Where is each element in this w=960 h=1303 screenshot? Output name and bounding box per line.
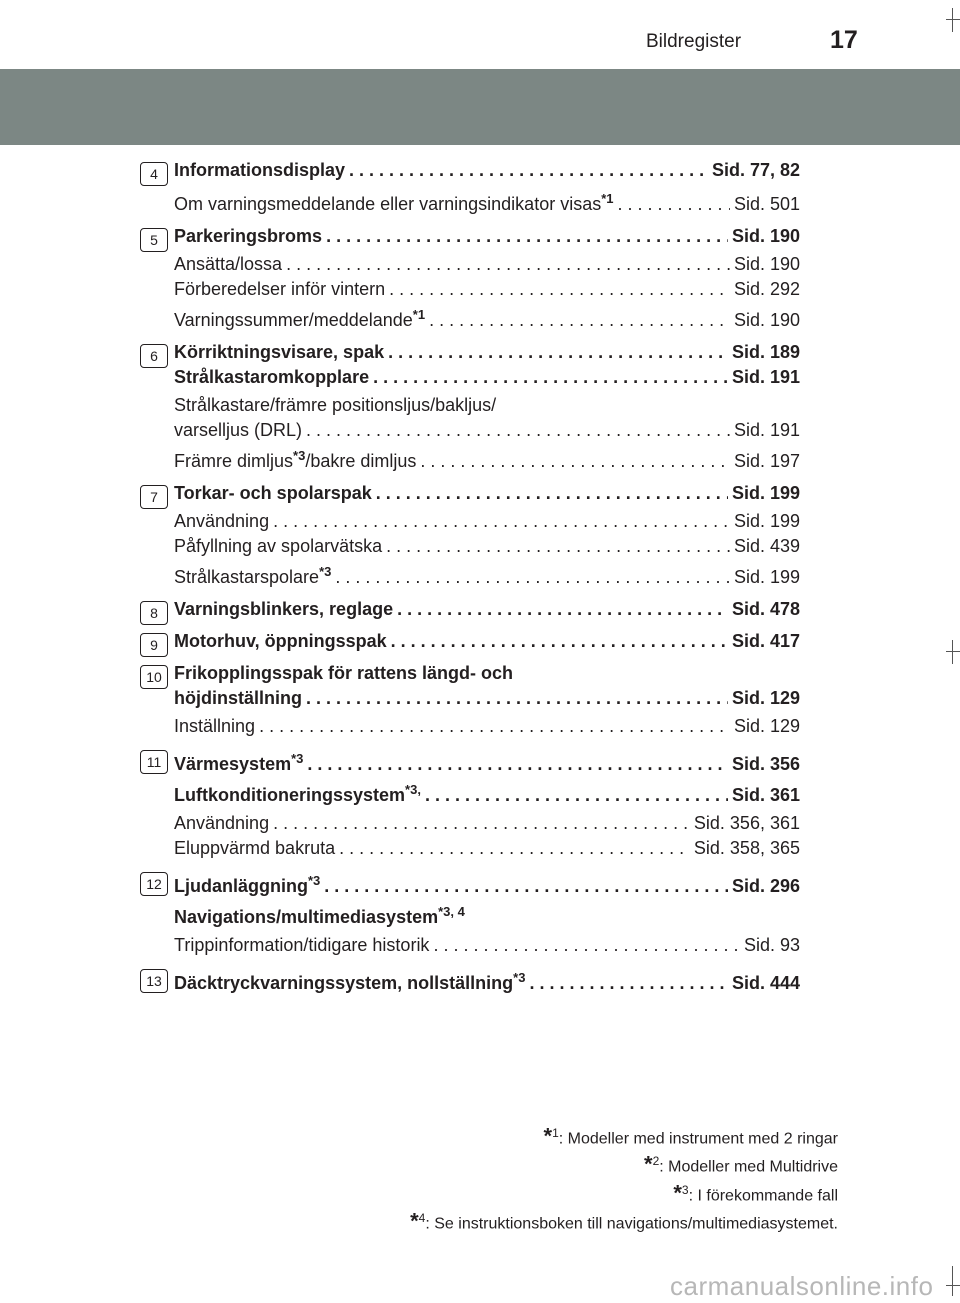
entry-label-text: Motorhuv, öppningsspak (174, 631, 387, 651)
index-entry (140, 746, 820, 861)
index-entry (140, 597, 820, 622)
callout-number-badge: 7 (140, 485, 168, 509)
entry-label (174, 868, 320, 899)
watermark: carmanualsonline.info (670, 1271, 934, 1301)
entry-label (174, 481, 372, 506)
footnote-text: : I förekommande fall (688, 1186, 838, 1204)
entry-heading (174, 629, 800, 654)
index-entry (140, 629, 820, 654)
entry-subitem (174, 559, 800, 590)
page-reference: Sid. 199 (733, 567, 800, 587)
index-entry (140, 868, 820, 958)
dot-leader (425, 783, 728, 808)
entry-label-text: /bakre dimljus (305, 451, 417, 471)
index-entry (140, 340, 820, 474)
dot-leader (306, 686, 728, 711)
entry-subitem (174, 302, 800, 333)
page-reference: Sid. 129 (733, 716, 800, 736)
dot-leader (306, 418, 730, 443)
callout-number-badge: 13 (140, 969, 168, 993)
page-reference: Sid. 501 (733, 194, 800, 214)
entry-subitem (174, 186, 800, 217)
entry-label-text: Påfyllning av spolarvätska (174, 536, 383, 556)
entry-label-text: Förberedelser inför vintern (174, 279, 386, 299)
entry-label (174, 302, 425, 333)
entry-label (174, 965, 525, 996)
entry-label (174, 395, 496, 415)
callout-number-badge: 9 (140, 633, 168, 657)
entry-label (174, 509, 269, 534)
entry-heading (174, 686, 800, 711)
entry-label (174, 418, 302, 443)
entry-label (174, 277, 385, 302)
page-reference: Sid. 292 (733, 279, 800, 299)
dot-leader (433, 933, 740, 958)
dot-leader (420, 449, 730, 474)
footnote-ref: *1 (412, 307, 426, 322)
entry-heading (174, 777, 800, 808)
footnote-text: : Modeller med instrument med 2 ringar (558, 1130, 838, 1148)
footnote-ref: *3 (307, 873, 321, 888)
dot-leader (349, 158, 708, 183)
callout-number-badge: 4 (140, 162, 168, 186)
footnote-mark: * (410, 1208, 419, 1234)
entry-label (174, 534, 382, 559)
dot-leader (335, 565, 730, 590)
entry-label-text: Varningsblinkers, reglage (174, 599, 394, 619)
footnotes (410, 1122, 838, 1235)
entry-label (174, 443, 416, 474)
entry-subitem (174, 252, 800, 277)
entry-label (174, 186, 614, 217)
registration-mark (952, 8, 953, 32)
entry-label-text: Luftkonditioneringssystem (174, 785, 406, 805)
entry-subitem (174, 277, 800, 302)
footnote-mark: * (543, 1123, 553, 1149)
footnote (410, 1179, 838, 1207)
entry-label (174, 777, 421, 808)
entry-heading (174, 868, 800, 899)
index-entry (140, 158, 820, 217)
entry-label (174, 629, 387, 654)
registration-mark (946, 1285, 960, 1286)
page-reference: Sid. 439 (733, 536, 800, 556)
entry-subitem (174, 534, 800, 559)
footnote-number: 4 (418, 1210, 426, 1225)
index-entry (140, 661, 820, 739)
footnote-ref: *3, (405, 782, 421, 797)
dot-leader (373, 365, 728, 390)
entry-label-text: Strålkastare/främre positionsljus/bakljus/ (174, 395, 497, 415)
entry-label (174, 663, 513, 683)
page-reference: Sid. 199 (733, 511, 800, 531)
page-header (0, 0, 960, 60)
dot-leader (529, 971, 728, 996)
page-reference: Sid. 191 (731, 367, 800, 387)
entry-label-text: Ansätta/lossa (174, 254, 283, 274)
entry-label-text: Främre dimljus (174, 451, 294, 471)
page-reference: Sid. 197 (733, 451, 800, 471)
footnote-text: : Modeller med Multidrive (659, 1158, 838, 1176)
dot-leader (339, 836, 690, 861)
page-reference: Sid. 417 (731, 631, 800, 651)
callout-number-badge: 11 (140, 750, 168, 774)
page-reference: Sid. 296 (731, 876, 800, 896)
dot-leader (259, 714, 730, 739)
entry-subitem (174, 714, 800, 739)
callout-number-badge: 8 (140, 601, 168, 625)
entry-label (174, 811, 269, 836)
entry-label (174, 224, 322, 249)
entry-label (174, 158, 345, 183)
entry-subitem (174, 811, 800, 836)
footnote (410, 1207, 838, 1235)
entry-label-text: Om varningsmeddelande eller varningsindikator visas (174, 194, 602, 214)
dot-leader (388, 340, 728, 365)
entry-label (174, 933, 429, 958)
entry-label (174, 559, 331, 590)
dot-leader (273, 811, 690, 836)
entry-heading (174, 481, 800, 506)
entry-heading (174, 340, 800, 365)
page-number: 17 (830, 26, 858, 54)
footnote-ref: *3 (293, 448, 306, 463)
footnote-number: 3 (681, 1182, 689, 1197)
entry-label-text: Däcktryckvarningssystem, nollställning (174, 973, 514, 993)
registration-mark (946, 651, 960, 652)
entry-label (174, 365, 369, 390)
footnote-mark: * (673, 1179, 682, 1205)
footnote-ref: *3, 4 (438, 904, 465, 919)
dot-leader (618, 192, 730, 217)
footnote-ref: *3 (319, 564, 332, 579)
entry-label (174, 746, 303, 777)
page-reference: Sid. 199 (731, 483, 800, 503)
entry-label-text: Ljudanläggning (174, 876, 308, 896)
page-reference: Sid. 356 (731, 754, 800, 774)
entry-label-text: varselljus (DRL) (174, 420, 303, 440)
dot-leader (389, 277, 730, 302)
dot-leader (376, 481, 728, 506)
entry-label-text: höjdinställning (174, 688, 302, 708)
dot-leader (273, 509, 730, 534)
entry-subitem (174, 443, 800, 474)
dot-leader (397, 597, 728, 622)
entry-subitem (174, 418, 800, 443)
page-reference: Sid. 191 (733, 420, 800, 440)
entry-label-text: Informationsdisplay (174, 160, 346, 180)
callout-number-badge: 5 (140, 228, 168, 252)
registration-mark (952, 640, 953, 664)
entry-subitem (174, 393, 800, 418)
entry-label-text: Trippinformation/tidigare historik (174, 935, 430, 955)
entry-label-text: Strålkastarspolare (174, 567, 320, 587)
entry-heading (174, 597, 800, 622)
page-reference: Sid. 189 (731, 342, 800, 362)
dot-leader (429, 308, 730, 333)
registration-mark (946, 19, 960, 20)
entry-label-text: Varningssummer/meddelande (174, 310, 413, 330)
entry-heading (174, 661, 800, 686)
entry-heading (174, 224, 800, 249)
page-reference: Sid. 358, 365 (693, 838, 800, 858)
entry-label-text: Inställning (174, 716, 256, 736)
entry-label (174, 714, 255, 739)
entry-heading (174, 965, 800, 996)
page-reference: Sid. 190 (733, 310, 800, 330)
page-reference: Sid. 444 (731, 973, 800, 993)
page-reference: Sid. 478 (731, 599, 800, 619)
page-reference: Sid. 129 (731, 688, 800, 708)
footnote-number: 1 (552, 1126, 559, 1140)
entry-label (174, 597, 393, 622)
entry-subitem (174, 509, 800, 534)
page-reference: Sid. 77, 82 (711, 160, 800, 180)
page-reference: Sid. 93 (743, 935, 800, 955)
dot-leader (391, 629, 728, 654)
entry-label-text: Körriktningsvisare, spak (174, 342, 385, 362)
dot-leader (324, 874, 728, 899)
entry-label-text: Navigations/multimediasystem (174, 907, 439, 927)
entry-label (174, 340, 384, 365)
footnote-ref: *3 (513, 970, 526, 985)
dot-leader (326, 224, 728, 249)
callout-number-badge: 10 (140, 665, 168, 689)
section-title: Bildregister (646, 31, 742, 52)
dot-leader (307, 752, 728, 777)
entry-heading (174, 746, 800, 777)
entry-label-text: Användning (174, 511, 270, 531)
footnote-number: 2 (652, 1154, 660, 1169)
entry-heading (174, 158, 800, 183)
footnote-text: : Se instruktionsboken till navigations/multimediasystemet. (425, 1215, 838, 1233)
entry-label-text: Frikopplingsspak för rattens längd- och (174, 663, 514, 683)
registration-mark (952, 1266, 953, 1296)
dot-leader (386, 534, 730, 559)
entry-heading (174, 899, 800, 930)
footnote-mark: * (644, 1151, 653, 1177)
header-band (0, 69, 960, 145)
entry-label (174, 252, 282, 277)
footnote (410, 1122, 838, 1150)
entry-label-text: Strålkastaromkopplare (174, 367, 370, 387)
entry-label-text: Användning (174, 813, 270, 833)
index-list (140, 158, 820, 1003)
index-entry (140, 481, 820, 590)
entry-subitem (174, 836, 800, 861)
callout-number-badge: 6 (140, 344, 168, 368)
dot-leader (286, 252, 730, 277)
entry-subitem (174, 933, 800, 958)
entry-label (174, 836, 335, 861)
entry-label-text: Parkeringsbroms (174, 226, 323, 246)
entry-label (174, 686, 302, 711)
footnote (410, 1150, 838, 1178)
entry-label-text: Eluppvärmd bakruta (174, 838, 336, 858)
page-reference: Sid. 356, 361 (693, 813, 800, 833)
entry-heading (174, 365, 800, 390)
page-reference: Sid. 190 (731, 226, 800, 246)
footnote-ref: *3 (291, 751, 304, 766)
entry-label-text: Torkar- och spolarspak (174, 483, 372, 503)
footnote-ref: *1 (601, 191, 614, 206)
page-reference: Sid. 361 (731, 785, 800, 805)
entry-label (174, 904, 465, 927)
callout-number-badge: 12 (140, 872, 168, 896)
index-entry (140, 224, 820, 333)
page-reference: Sid. 190 (733, 254, 800, 274)
index-entry (140, 965, 820, 996)
entry-label-text: Värmesystem (174, 754, 292, 774)
